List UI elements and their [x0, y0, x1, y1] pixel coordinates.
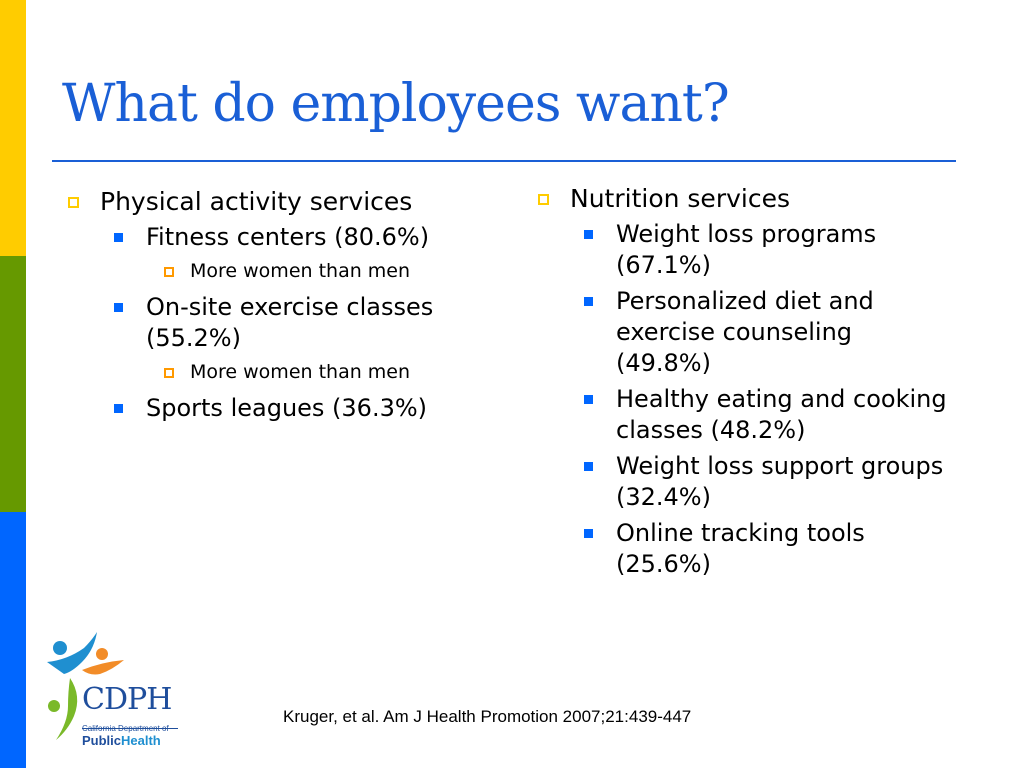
left-heading: Physical activity services	[100, 187, 413, 216]
side-bar-blue	[0, 512, 26, 768]
right-heading-item	[532, 183, 952, 215]
citation: Kruger, et al. Am J Health Promotion 2007;21:439-447	[283, 707, 692, 726]
square-bullet-icon	[584, 529, 593, 538]
sub-list-item-label: More women than men	[190, 361, 411, 383]
list-item-label: Weight loss programs (67.1%)	[616, 220, 877, 279]
list-item	[62, 222, 502, 253]
side-bar-yellow	[0, 0, 26, 256]
square-bullet-icon	[584, 395, 593, 404]
logo-green-head	[48, 700, 60, 712]
logo-orange-head	[96, 648, 108, 660]
square-bullet-icon	[114, 404, 123, 413]
list-item-label: Personalized diet and exercise counseling (49.8%)	[616, 287, 874, 377]
right-column	[532, 183, 952, 585]
list-item	[62, 292, 502, 354]
list-item-label: Online tracking tools (25.6%)	[616, 519, 865, 578]
square-bullet-icon	[584, 230, 593, 239]
side-bar-green	[0, 256, 26, 512]
sub-list-item	[62, 258, 502, 284]
list-item-label: On-site exercise classes (55.2%)	[146, 293, 434, 352]
logo-orange-arm	[82, 660, 124, 675]
square-bullet-icon	[114, 303, 123, 312]
logo-wordmark: CDPH	[82, 682, 172, 717]
list-item	[532, 451, 952, 513]
list-item	[532, 219, 952, 281]
slide-title: What do employees want?	[62, 74, 729, 134]
logo-blue-head	[53, 641, 67, 655]
title-divider	[52, 160, 956, 162]
list-item	[532, 384, 952, 446]
hollow-square-bullet-icon	[68, 197, 79, 208]
list-item-label: Sports leagues (36.3%)	[146, 394, 428, 422]
list-item-label: Healthy eating and cooking classes (48.2%)	[616, 385, 947, 444]
logo-health: Health	[121, 733, 161, 748]
left-heading-item	[62, 186, 502, 218]
list-item	[62, 393, 502, 424]
logo-public: Public	[82, 733, 122, 748]
square-bullet-icon	[584, 297, 593, 306]
small-hollow-bullet-icon	[164, 368, 174, 378]
square-bullet-icon	[584, 462, 593, 471]
list-item-label: Fitness centers (80.6%)	[146, 223, 430, 251]
left-column	[62, 186, 502, 429]
small-hollow-bullet-icon	[164, 267, 174, 277]
hollow-square-bullet-icon	[538, 194, 549, 205]
sub-list-item-label: More women than men	[190, 260, 411, 282]
sub-list-item	[62, 359, 502, 385]
logo-public-health	[82, 733, 161, 748]
logo-department: California Department of	[82, 724, 169, 733]
list-item	[532, 286, 952, 379]
list-item	[532, 518, 952, 580]
right-heading: Nutrition services	[570, 184, 790, 213]
square-bullet-icon	[114, 233, 123, 242]
list-item-label: Weight loss support groups (32.4%)	[616, 452, 944, 511]
